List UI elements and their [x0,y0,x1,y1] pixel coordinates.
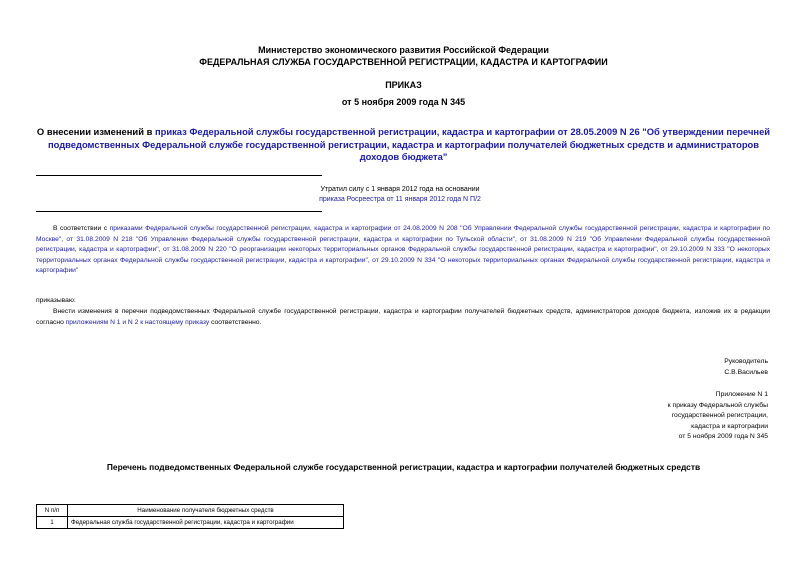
table-header-row [37,505,344,517]
doc-date: от 5 ноября 2009 года N 345 [341,97,466,107]
doc-title [30,126,777,164]
appendix-line2: к приказу Федеральной службы [667,401,768,409]
document-header [0,44,807,68]
appendix-line4: кадастра и картографии [691,422,768,430]
basis-prefix: В соответствии с [53,225,110,232]
appendix-line1: Приложение N 1 [715,391,768,398]
appendix-header [668,390,768,443]
paragraph-basis [36,224,770,277]
row-number: 1 [37,517,68,529]
order-word: приказываю: [36,297,76,304]
order-text: Внести изменения в перечни подведомственных Федеральной службе государственной регистрации, кадастра и картографии получателей бюджетных средств, администраторов доходов бюджета, изложив их в редакции согласно [36,308,770,326]
appendix-link[interactable]: приложениям N 1 и N 2 к настоящему приказу [65,318,210,326]
basis-link[interactable]: приказами Федеральной службы государственной регистрации, кадастра и картографии от 24.08.2009 N 208 "Об Управлении Федеральной службы государственной регистрации, кадастра и картографии по Москве", от 31.08.2009 N 218 "Об Управлении Федеральной службы государственной регистрации, кадастра и картографии по Тульской области", от 31.08.2009 N 219 "Об Управлении Федеральной службы государственной регистрации, кадастра и картографии", от 31.08.2009 N 220 "О реорганизации некоторых территориальных органов Федеральной службы государственной регистрации, кадастра и картографии", от 29.10.2009 N 333 "О некоторых территориальных органах Федеральной службы государственной регистрации, кадастра и картографии", от 29.10.2009 N 334 "О некоторых территориальных органах Федеральной службы государственной регистрации, кадастра и картографии" [36,225,770,275]
lost-force-link[interactable]: приказа Росреестра от 11 января 2012 года N П/2 [319,196,481,203]
signature-block [724,357,768,378]
signature-role: Руководитель [724,358,768,365]
order-suffix: соответственно. [209,318,262,326]
lost-force-text: Утратил силу с 1 января 2012 года на основании [320,186,480,193]
divider-top [36,175,322,176]
header-name: Наименование получателя бюджетных средств [68,505,344,517]
lost-force-note [300,185,500,205]
doc-type: ПРИКАЗ [385,80,422,90]
ministry-name: Министерство экономического развития Российской Федерации [258,45,549,55]
service-name: ФЕДЕРАЛЬНАЯ СЛУЖБА ГОСУДАРСТВЕННОЙ РЕГИСТРАЦИИ, КАДАСТРА И КАРТОГРАФИИ [199,57,608,67]
recipients-table [36,504,344,529]
divider-bottom [36,211,322,212]
title-prefix: О внесении изменений в [36,126,155,137]
title-link[interactable]: приказ Федеральной службы государственной регистрации, кадастра и картографии от 28.05.2009 N 26 "Об утверждении перечней подведомственных Федеральной службе государственной регистрации, кадастра и картографии получателей бюджетных средств и администраторов доходов бюджета" [47,126,771,162]
signature-name: С.В.Васильев [724,368,768,376]
header-number: N п/п [37,505,68,517]
table-row [37,517,344,529]
list-title: Перечень подведомственных Федеральной службе государственной регистрации, кадастра и картографии получателей бюджетных средств [106,462,701,472]
appendix-line5: от 5 ноября 2009 года N 345 [678,433,768,441]
row-name: Федеральная служба государственной регистрации, кадастра и картографии [68,517,344,529]
appendix-line3: государственной регистрации, [671,412,768,420]
paragraph-order [36,307,770,328]
